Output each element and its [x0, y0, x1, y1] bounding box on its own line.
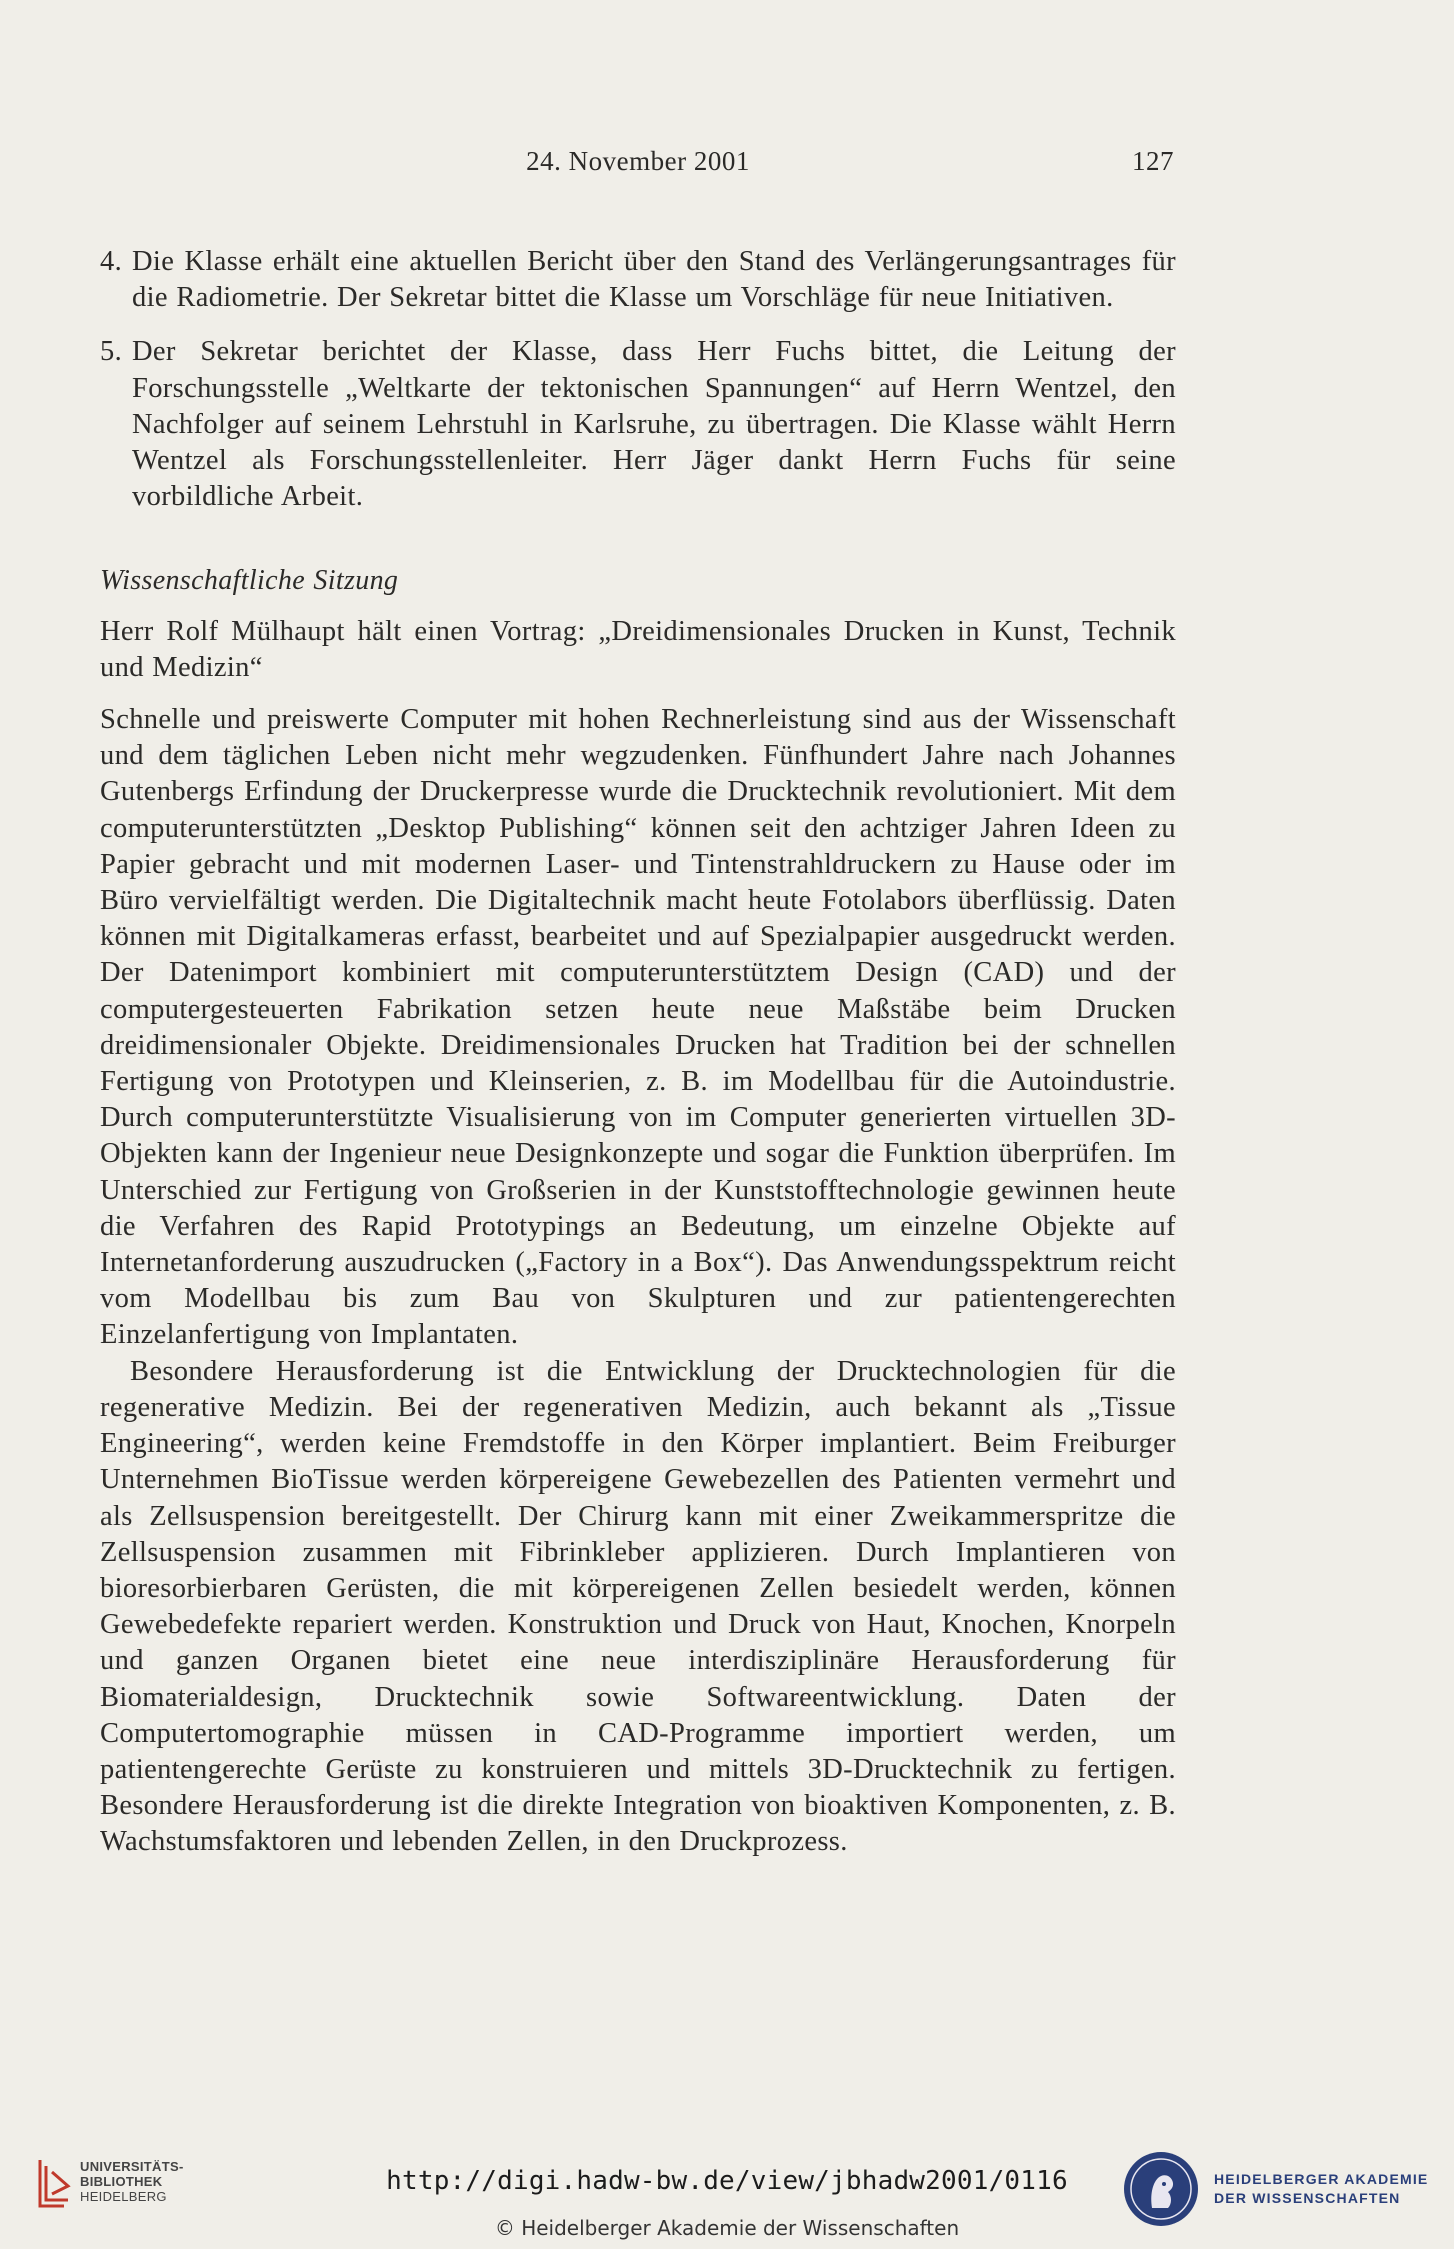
- body-paragraph-2: Besondere Herausforderung ist die Entwicklung der Drucktechnologien für die regenerative Medizin. Bei der regenerativen Medizin, auch bekannt als „Tissue Engineering“, werden keine Fremdstoffe in den Körper implantiert. Beim Freiburger Unternehmen BioTissue werden körpereigene Gewebezellen des Patienten vermehrt und als Zellsuspension bereitgestellt. Der Chirurg kann mit einer Zweikammerspritze die Zellsuspension zusammen mit Fibrinkleber applizieren. Durch Implantieren von bioresorbierbaren Gerüsten, die mit körpereigenen Zellen besiedelt werden, können Gewebedefekte repariert werden. Konstruktion und Druck von Haut, Knochen, Knorpeln und ganzen Organen bietet eine neue interdisziplinäre Herausforderung für Biomaterialdesign, Drucktechnik sowie Softwareentwicklung. Daten der Computertomographie müssen in CAD-Programme importiert werden, um patientengerechte Gerüste zu konstruieren und mittels 3D-Drucktechnik zu fertigen. Besondere Herausforderung ist die direkte Integration von bioaktiven Komponenten, z. B. Wachstumsfaktoren und lebenden Zellen, in den Druckprozess.: [100, 1355, 1176, 1858]
- page-number: 127: [1132, 146, 1174, 176]
- agenda-item-5: [100, 334, 1176, 515]
- running-head: [102, 146, 1174, 186]
- copyright-notice: © Heidelberger Akademie der Wissenschaften: [494, 2216, 960, 2240]
- item-number: 5.: [100, 336, 123, 368]
- academy-name-line: HEIDELBERGER AKADEMIE: [1214, 2171, 1429, 2187]
- hadw-seal-icon: [1122, 2150, 1200, 2228]
- body-paragraph-1: Schnelle und preiswerte Computer mit hohen Rechnerleistung sind aus der Wissenschaft und dem täglichen Leben nicht mehr wegzudenken. Fünfhundert Jahre nach Johannes Gutenbergs Erfindung der Druckerpresse wurde die Drucktechnik revolutioniert. Mit dem computerunterstützten „Desktop Publishing“ können seit den achtziger Jahren Ideen zu Papier gebracht und mit modernen Laser- und Tintenstrahldruckern zu Hause oder im Büro vervielfältigt werden. Die Digitaltechnik macht heute Fotolabors überflüssig. Daten können mit Digitalkameras erfasst, bearbeitet und auf Spezialpapier ausgedruckt werden. Der Datenimport kombiniert mit computerunterstütztem Design (CAD) und der computergesteuerten Fabrikation setzen heute neue Maßstäbe beim Drucken dreidimensionaler Objekte. Dreidimensionales Drucken hat Tradition bei der schnellen Fertigung von Prototypen und Kleinserien, z. B. im Modellbau für die Autoindustrie. Durch computerunterstützte Visualisierung von im Computer generierten virtuellen 3D-Objekten kann der Ingenieur neue Designkonzepte und sogar die Funktion überprüfen. Im Unterschied zur Fertigung von Großserien in der Kunststofftechnologie gewinnen heute die Verfahren des Rapid Prototypings an Bedeutung, um einzelne Objekte auf Internetanforderung auszudrucken („Factory in a Box“). Das Anwendungsspektrum reicht vom Modellbau bis zum Bau von Skulpturen und zur patientengerechten Einzelanfertigung von Implantaten.: [100, 704, 1176, 1351]
- library-name-line: HEIDELBERG: [80, 2189, 167, 2204]
- academy-name-line: DER WISSENSCHAFTEN: [1214, 2190, 1401, 2206]
- agenda-item-4: [100, 244, 1176, 316]
- page-content: [100, 244, 1176, 1861]
- item-text: Der Sekretar berichtet der Klasse, dass Herr Fuchs bittet, die Leitung der Forschungsstelle „Weltkarte der tektonischen Spannungen“ auf Herrn Wentzel, den Nachfolger auf seinem Lehrstuhl in Karlsruhe, zu übertragen. Die Klasse wählt Herrn Wentzel als Forschungsstellenleiter. Herr Jäger dankt Herrn Fuchs für seine vorbildliche Arbeit.: [132, 336, 1176, 513]
- section-heading: Wissenschaftliche Sitzung: [100, 565, 399, 597]
- item-text: Die Klasse erhält eine aktuellen Bericht über den Stand des Verlängerungsantrages für die Radiometrie. Der Sekretar bittet die Klasse um Vorschläge für neue Initiativen.: [132, 246, 1176, 314]
- lecture-intro: Herr Rolf Mülhaupt hält einen Vortrag: „Dreidimensionales Drucken in Kunst, Technik und Medizin“: [100, 615, 1176, 683]
- academy-logo[interactable]: [1122, 2150, 1442, 2230]
- header-date: 24. November 2001: [526, 146, 750, 176]
- digitization-footer: [0, 2140, 1454, 2249]
- academy-name: [1214, 2170, 1428, 2208]
- item-number: 4.: [100, 246, 123, 277]
- library-name-line: UNIVERSITÄTS-: [80, 2159, 184, 2174]
- permalink-url[interactable]: http://digi.hadw-bw.de/view/jbhadw2001/0116: [386, 2166, 1068, 2196]
- library-name-line: BIBLIOTHEK: [80, 2174, 163, 2189]
